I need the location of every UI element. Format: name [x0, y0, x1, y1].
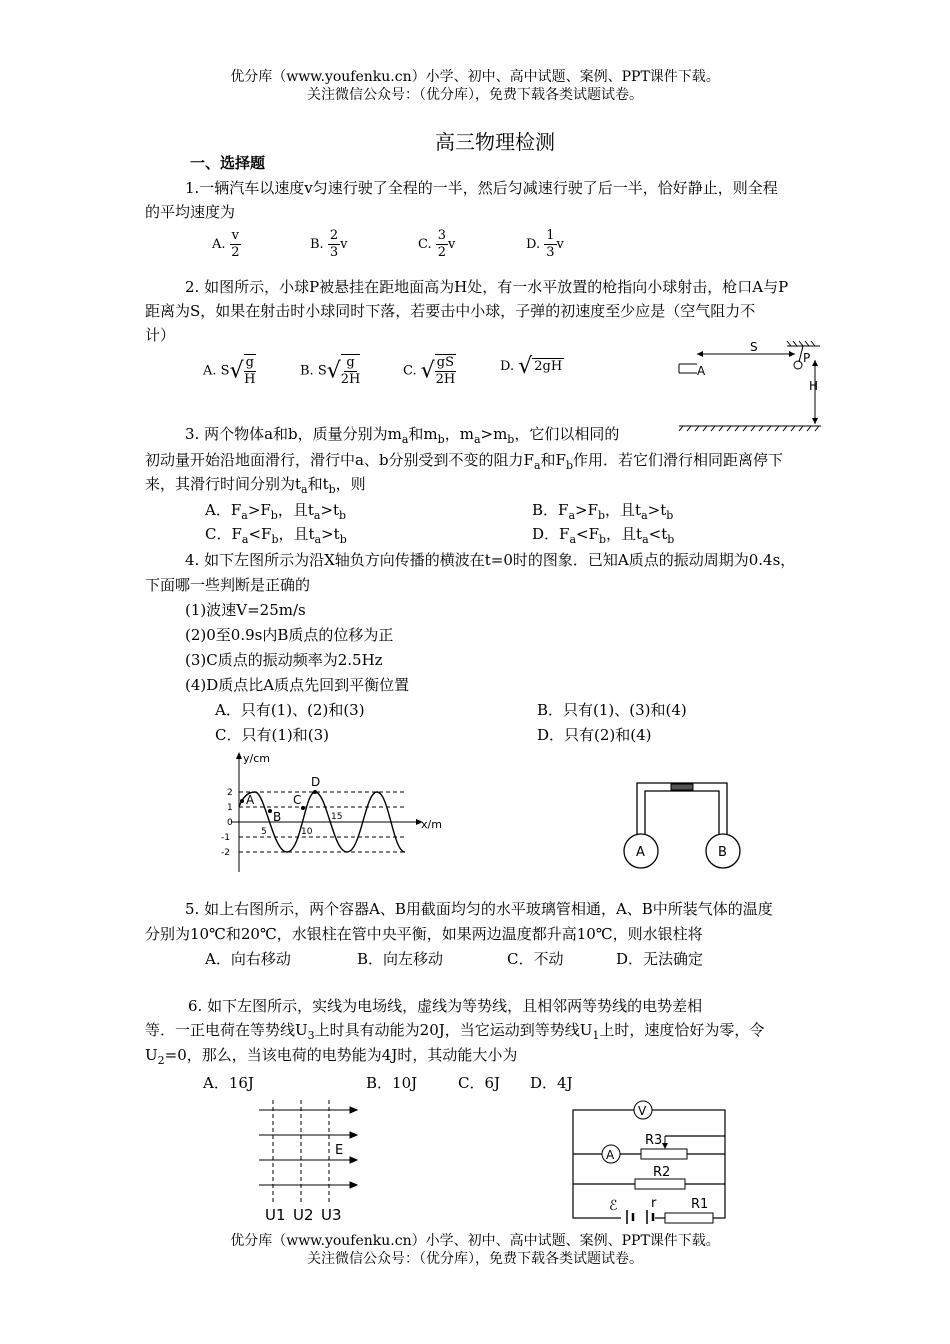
q4-item-4: (4)D质点比A质点先回到平衡位置	[185, 676, 410, 694]
q6-option-a: A．16J	[203, 1074, 254, 1092]
q4-item-1: (1)波速V=25m/s	[185, 601, 306, 619]
q6-field-figure	[255, 1098, 375, 1226]
voltmeter-label: V	[638, 1104, 647, 1118]
xtick-10: 10	[301, 827, 313, 837]
q5-option-d: D．无法确定	[616, 950, 704, 968]
q5-containers-figure	[615, 775, 750, 875]
r1-label: R1	[691, 1197, 709, 1212]
q2-line2: 距离为S，如果在射击时小球同时下落，若要击中小球，子弹的初速度至少应是（空气阻力不	[145, 302, 756, 320]
q5-line1: 5. 如上右图所示，两个容器A、B用截面均匀的水平玻璃管相通，A、B中所装气体的温度	[185, 900, 773, 918]
point-label-a: A	[246, 793, 255, 807]
container-label-b: B	[718, 845, 727, 860]
footer-line1: 优分库（www.youfenku.cn）小学、初中、高中试题、案例、PPT课件下载。	[230, 1233, 720, 1249]
mercury-column	[671, 784, 693, 790]
xtick-15: 15	[331, 812, 343, 822]
q4-option-a: A．只有(1)、(2)和(3)	[215, 701, 365, 719]
ytick-1: 1	[227, 803, 233, 813]
q3-line1: 3. 两个物体a和b，质量分别为$m_a$和$m_b$，$m_a>m_b$，它们以相同的	[185, 425, 620, 446]
q4-item-3: (3)C质点的振动频率为2.5Hz	[185, 651, 383, 669]
q4-option-c: C．只有(1)和(3)	[215, 726, 329, 744]
q2-line1: 2. 如图所示，小球P被悬挂在距地面高为H处，有一水平放置的枪指向小球射击，枪口A与P	[185, 278, 789, 296]
point-c	[301, 806, 305, 810]
q3-line3: 来，其滑行时间分别为$t_a$和$t_b$，则	[145, 475, 366, 496]
q6-option-d: D．4J	[530, 1074, 573, 1092]
ball-p	[794, 361, 802, 369]
q1-line2: 的平均速度为	[145, 203, 236, 221]
q2-gun-figure	[675, 340, 825, 432]
y-axis-label: y/cm	[243, 752, 270, 765]
u3-label: U3	[321, 1206, 342, 1224]
ammeter-label: A	[606, 1148, 615, 1162]
q2-option-c: C. √ $\frac{gS}{2H}$	[403, 355, 456, 387]
q2-option-b: B. S√ $\frac{g}{2H}$	[300, 355, 361, 387]
q3-option-d: D．$F_a<F_b$，且$t_a<t_b$	[532, 525, 675, 546]
container-label-a: A	[636, 845, 645, 860]
page-title: 高三物理检测	[435, 130, 555, 154]
q5-option-c: C．不动	[507, 950, 564, 968]
q2-label-h: H	[809, 379, 819, 393]
xtick-5: 5	[261, 827, 267, 837]
q4-wave-graph	[215, 748, 450, 876]
x-axis-label: x/m	[421, 818, 442, 831]
q5-line2: 分别为10℃和20℃，水银柱在管中央平衡，如果两边温度都升高10℃，则水银柱将	[145, 925, 703, 943]
q3-option-a: A．$F_a>F_b$，且$t_a>t_b$	[205, 501, 347, 522]
point-label-b: B	[273, 810, 282, 824]
resistor-r1	[665, 1213, 713, 1223]
point-label-c: C	[293, 793, 302, 807]
q3-option-c: C．$F_a<F_b$，且$t_a>t_b$	[205, 525, 347, 546]
header-line2: 关注微信公众号：（优分库），免费下载各类试题试卷。	[307, 87, 643, 103]
q1-option-b: B. $\frac{2}{3}$ v	[310, 228, 348, 260]
ytick-neg1: -1	[221, 833, 230, 843]
r3-label: R3	[645, 1133, 663, 1148]
q4-line1: 4. 如下左图所示为沿X轴负方向传播的横波在t=0时的图象．已知A质点的振动周期为0.4s，	[185, 551, 796, 569]
q6-option-b: B．10J	[366, 1074, 418, 1092]
q3-line2: 初动量开始沿地面滑行，滑行中a、b分别受到不变的阻力$F_a$和$F_b$作用．若它们滑行相同距离停下	[145, 451, 784, 472]
q5-option-b: B．向左移动	[357, 950, 444, 968]
field-label-e: E	[335, 1143, 344, 1158]
q4-line2: 下面哪一些判断是正确的	[145, 576, 311, 594]
q4-item-2: (2)0至0.9s内B质点的位移为正	[185, 626, 394, 644]
q6-circuit-figure	[565, 1098, 735, 1226]
q1-option-c: C. $\frac{3}{2}$ v	[418, 228, 456, 260]
ytick-2: 2	[227, 788, 233, 798]
section-heading: 一、选择题	[190, 154, 266, 172]
emf-label: ℰ	[609, 1198, 618, 1214]
q4-option-d: D．只有(2)和(4)	[537, 726, 652, 744]
q2-label-a: A	[697, 364, 706, 378]
ytick-neg2: -2	[221, 848, 230, 858]
q6-line2: 等．一正电荷在等势线$U_3$上时具有动能为20J，当它运动到等势线$U_1$上时，速度恰好为零，令	[145, 1021, 765, 1042]
q6-option-c: C．6J	[458, 1074, 501, 1092]
u1-label: U1	[265, 1206, 286, 1224]
point-a	[240, 799, 244, 803]
r2-label: R2	[653, 1165, 671, 1180]
q2-option-d: D. √ 2gH	[500, 354, 563, 379]
point-label-d: D	[311, 775, 321, 789]
resistor-r3	[641, 1149, 687, 1159]
q6-line3: $U_2=0$，那么，当该电荷的电势能为4J时，其动能大小为	[145, 1046, 518, 1067]
q4-option-b: B．只有(1)、(3)和(4)	[537, 701, 687, 719]
header-line1: 优分库（www.youfenku.cn）小学、初中、高中试题、案例、PPT课件下载。	[230, 69, 720, 85]
q3-option-b: B．$F_a>F_b$，且$t_a>t_b$	[532, 501, 674, 522]
resistor-r2	[635, 1179, 685, 1189]
q2-option-a: A. S√ $\frac{g}{H}$	[203, 355, 256, 387]
internal-r-label: r	[651, 1196, 657, 1211]
q1-line1: 1.一辆汽车以速度v匀速行驶了全程的一半，然后匀减速行驶了后一半，恰好静止，则全程	[185, 179, 778, 197]
q1-option-d: D. $\frac{1}{3}$ v	[526, 228, 564, 260]
u2-label: U2	[293, 1206, 314, 1224]
q2-line3: 计）	[145, 326, 176, 344]
q6-line1: 6. 如下左图所示，实线为电场线，虚线为等势线，且相邻两等势线的电势差相	[188, 997, 703, 1015]
footer-line2: 关注微信公众号：（优分库），免费下载各类试题试卷。	[307, 1251, 643, 1267]
q2-label-s: S	[750, 340, 758, 354]
point-b	[268, 809, 272, 813]
q5-option-a: A．向右移动	[205, 950, 291, 968]
q2-label-p: P	[803, 351, 811, 365]
ytick-0: 0	[227, 818, 233, 828]
q1-option-a: A. $\frac{v}{2}$	[212, 228, 240, 260]
point-d	[313, 790, 317, 794]
